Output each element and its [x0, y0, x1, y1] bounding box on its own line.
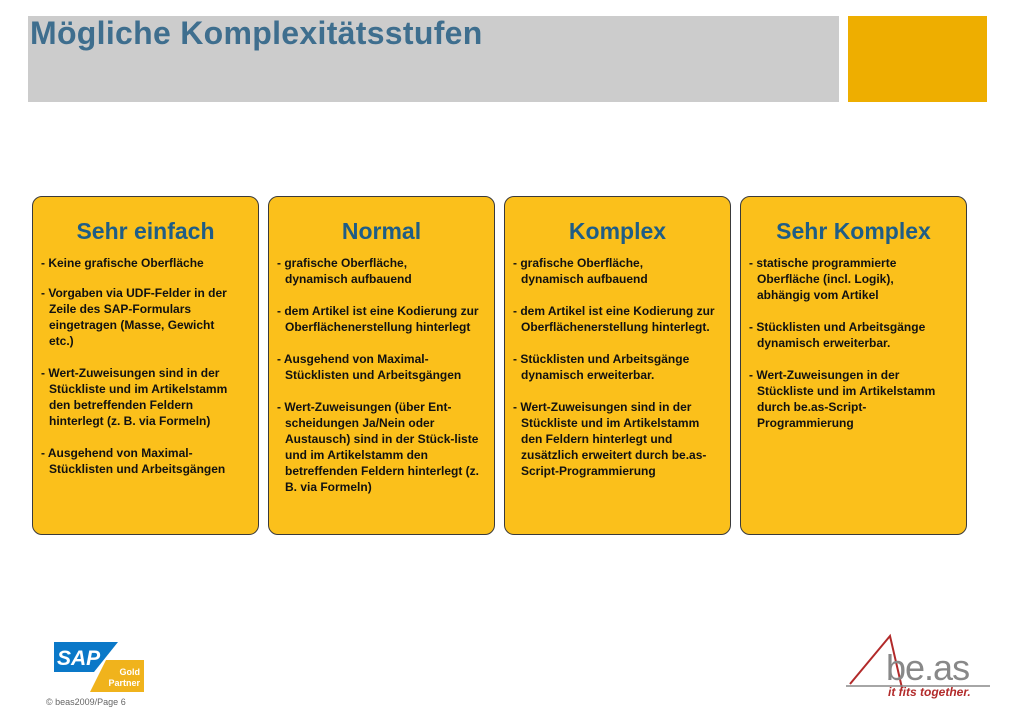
card-title: Normal [341, 218, 422, 244]
card-body [41, 255, 246, 477]
accent-block [848, 16, 987, 102]
beas-logo-text: be.as [886, 647, 970, 688]
card-sehr-einfach [32, 196, 259, 535]
sap-logo-text: SAP [57, 647, 101, 670]
card-bullet: - Ausgehend von Maximal-Stücklisten und Arbeitsgängen [277, 352, 462, 382]
card-body [277, 255, 482, 495]
card-body [513, 255, 718, 479]
beas-tagline: it fits together. [888, 685, 971, 699]
page-title: Mögliche Komplexitätsstufen [30, 15, 483, 51]
card-title: Sehr einfach [76, 218, 215, 244]
card-title: Sehr Komplex [776, 218, 931, 244]
beas-logo [844, 632, 992, 700]
card-bullet: - Keine grafische Oberfläche [41, 256, 204, 270]
card-sehr-komplex [740, 196, 967, 535]
card-bullet: - Wert-Zuweisungen sind in der Stückliste und im Artikelstamm den betreffenden Feldern hinterlegt (z. B. via Formeln) [41, 366, 228, 428]
card-bullet: - Stücklisten und Arbeitsgänge dynamisch erweiterbar. [749, 320, 926, 350]
card-bullet: - grafische Oberfläche, dynamisch aufbauend [277, 256, 412, 286]
gold-badge-text: Gold [119, 667, 140, 677]
card-bullet: - Ausgehend von Maximal-Stücklisten und Arbeitsgängen [41, 446, 226, 476]
card-bullet: - grafische Oberfläche, dynamisch aufbauend [513, 256, 648, 286]
card-bullet: - Wert-Zuweisungen sind in der Stückliste und im Artikelstamm den Feldern hinterlegt und zusätzlich erweitert durch be.as-Script-Programmierung [513, 400, 707, 478]
footer-copyright: © beas2009/Page 6 [46, 697, 126, 707]
card-bullet: - Wert-Zuweisungen in der Stückliste und im Artikelstamm durch be.as-Script-Programmierung [749, 368, 936, 430]
card-normal [268, 196, 495, 535]
card-title: Komplex [568, 218, 667, 244]
card-bullet: - Wert-Zuweisungen (über Ent-scheidungen Ja/Nein oder Austausch) sind in der Stück-liste und im Artikelstamm den betreffenden Feldern hinterlegt (z. B. via Formeln) [277, 400, 480, 494]
card-body [749, 255, 954, 431]
card-bullet: - Stücklisten und Arbeitsgänge dynamisch erweiterbar. [513, 352, 690, 382]
card-bullet: - statische programmierte Oberfläche (incl. Logik), abhängig vom Artikel [749, 256, 897, 302]
partner-badge-text: Partner [108, 678, 140, 688]
card-bullet: - dem Artikel ist eine Kodierung zur Oberflächenerstellung hinterlegt. [513, 304, 715, 334]
card-komplex [504, 196, 731, 535]
sap-gold-partner-logo [54, 642, 144, 694]
card-bullet: - dem Artikel ist eine Kodierung zur Oberflächenerstellung hinterlegt [277, 304, 479, 334]
card-bullet: - Vorgaben via UDF-Felder in der Zeile des SAP-Formulars eingetragen (Masse, Gewicht etc.) [41, 286, 227, 348]
